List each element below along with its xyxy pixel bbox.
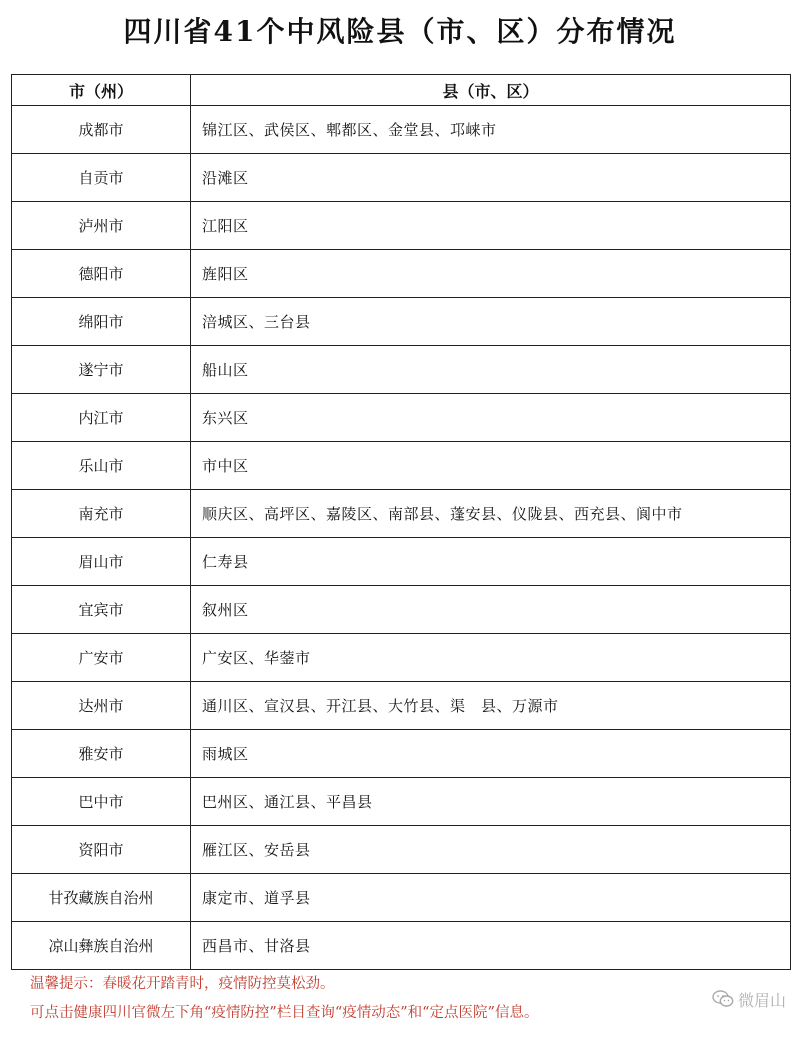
table-row: [12, 826, 791, 874]
table-row: [12, 634, 791, 682]
table-row: [12, 202, 791, 250]
districts-cell: 仁寿县: [191, 538, 791, 586]
warm-tips: [30, 970, 790, 1028]
city-cell: 乐山市: [12, 442, 191, 490]
city-cell: 成都市: [12, 106, 191, 154]
districts-cell: 涪城区、三台县: [191, 298, 791, 346]
city-cell: 遂宁市: [12, 346, 191, 394]
page-title: 四川省41个中风险县（市、区）分布情况: [123, 15, 677, 48]
city-cell: 绵阳市: [12, 298, 191, 346]
districts-cell: 旌阳区: [191, 250, 791, 298]
districts-cell: 巴州区、通江县、平昌县: [191, 778, 791, 826]
city-cell: 资阳市: [12, 826, 191, 874]
city-cell: 宜宾市: [12, 586, 191, 634]
header-districts: 县（市、区）: [191, 75, 791, 106]
table-row: [12, 778, 791, 826]
city-cell: 广安市: [12, 634, 191, 682]
table-row: [12, 538, 791, 586]
risk-table: [11, 74, 791, 970]
districts-cell: 通川区、宣汉县、开江县、大竹县、渠 县、万源市: [191, 682, 791, 730]
city-cell: 南充市: [12, 490, 191, 538]
districts-cell: 叙州区: [191, 586, 791, 634]
header-city: 市（州）: [12, 75, 191, 106]
city-cell: 达州市: [12, 682, 191, 730]
table-row: [12, 250, 791, 298]
watermark: [712, 988, 786, 1010]
city-cell: 泸州市: [12, 202, 191, 250]
districts-cell: 船山区: [191, 346, 791, 394]
districts-cell: 东兴区: [191, 394, 791, 442]
city-cell: 甘孜藏族自治州: [12, 874, 191, 922]
table-row: [12, 682, 791, 730]
city-cell: 巴中市: [12, 778, 191, 826]
city-cell: 德阳市: [12, 250, 191, 298]
districts-cell: 雁江区、安岳县: [191, 826, 791, 874]
table-row: [12, 298, 791, 346]
districts-cell: 市中区: [191, 442, 791, 490]
table-row: [12, 394, 791, 442]
districts-cell: 顺庆区、高坪区、嘉陵区、南部县、蓬安县、仪陇县、西充县、阆中市: [191, 490, 791, 538]
table-header-row: [12, 75, 791, 106]
table-row: [12, 490, 791, 538]
tip-line-2: 可点击健康四川官微左下角“疫情防控”栏目查询“疫情动态”和“定点医院”信息。: [30, 1005, 539, 1021]
districts-cell: 锦江区、武侯区、郫都区、金堂县、邛崃市: [191, 106, 791, 154]
tip-line-1: 温馨提示：春暖花开踏青时，疫情防控莫松劲。: [30, 976, 335, 992]
districts-cell: 沿滩区: [191, 154, 791, 202]
table-row: [12, 874, 791, 922]
city-cell: 雅安市: [12, 730, 191, 778]
table-row: [12, 586, 791, 634]
watermark-text: 微眉山: [738, 990, 787, 1010]
table-row: [12, 922, 791, 970]
table-row: [12, 154, 791, 202]
districts-cell: 江阳区: [191, 202, 791, 250]
table-row: [12, 442, 791, 490]
city-cell: 自贡市: [12, 154, 191, 202]
districts-cell: 广安区、华蓥市: [191, 634, 791, 682]
table-row: [12, 106, 791, 154]
wechat-icon: [712, 990, 734, 1008]
city-cell: 眉山市: [12, 538, 191, 586]
table-row: [12, 730, 791, 778]
districts-cell: 雨城区: [191, 730, 791, 778]
districts-cell: 西昌市、甘洛县: [191, 922, 791, 970]
table-row: [12, 346, 791, 394]
districts-cell: 康定市、道孚县: [191, 874, 791, 922]
city-cell: 内江市: [12, 394, 191, 442]
city-cell: 凉山彝族自治州: [12, 922, 191, 970]
